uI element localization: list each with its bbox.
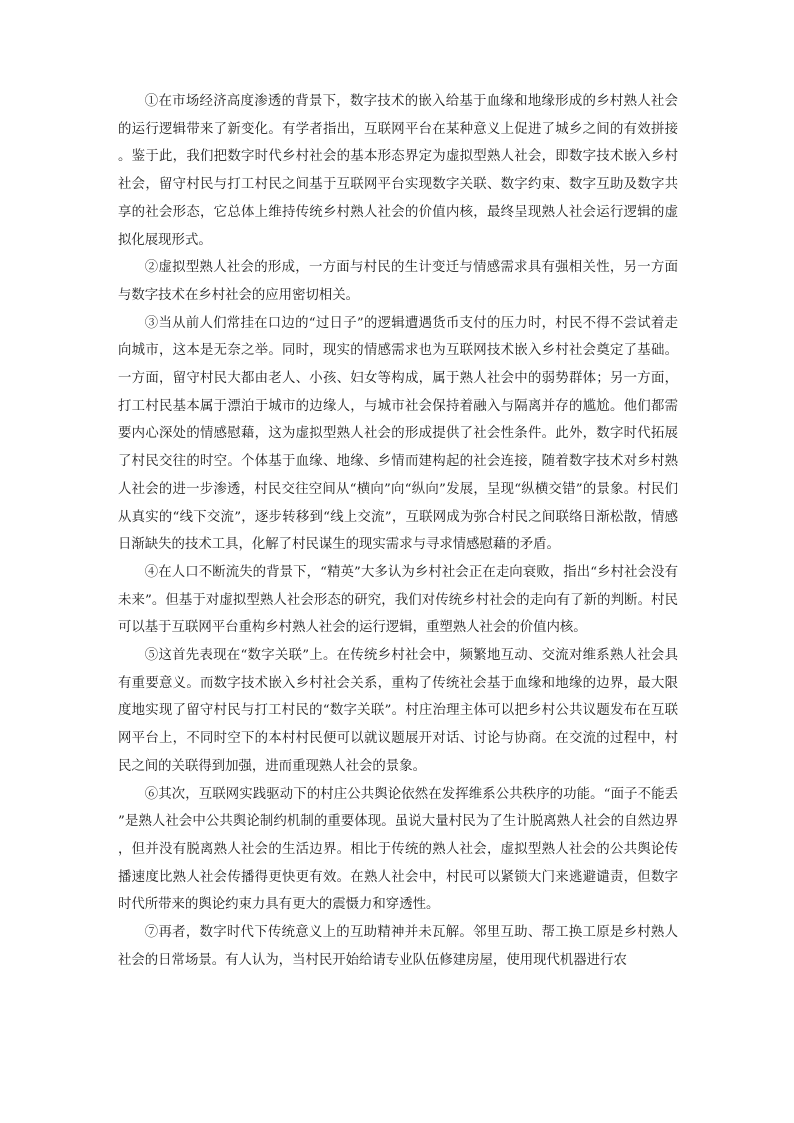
paragraph-5: ⑤这首先表现在“数字关联”上。在传统乡村社会中，频繁地互动、交流对维系熟人社会具有重要意义。而数字技术嵌入乡村社会关系，重构了传统社会基于血缘和地缘的边界，最大限度地实现了留守村民与打工村民的“数字关联”。村庄治理主体可以把乡村公共议题发布在互联网平台上，不同时空下的本村村民便可以就议题展开对话、讨论与协商。在交流的过程中，村民之间的关联得到加强，进而重现熟人社会的景象。 <box>118 648 678 774</box>
paragraph-3: ③当从前人们常挂在口边的“过日子”的逻辑遭遇货币支付的压力时，村民不得不尝试着走向城市，这本是无奈之举。同时，现实的情感需求也为互联网技术嵌入乡村社会奠定了基础。一方面，留守村民大都由老人、小孩、妇女等构成，属于熟人社会中的弱势群体；另一方面，打工村民基本属于漂泊于城市的边缘人，与城市社会保持着融入与隔离并存的尴尬。他们都需要内心深处的情感慰藉，这为虚拟型熟人社会的形成提供了社会性条件。此外，数字时代拓展了村民交往的时空。个体基于血缘、地缘、乡情而建构起的社会连接，随着数字技术对乡村熟人社会的进一步渗透，村民交往空间从“横向”向“纵向”发展，呈现“纵横交错”的景象。村民们从真实的“线下交流”，逐步转移到“线上交流”，互联网成为弥合村民之间联络日渐松散，情感日渐缺失的技术工具，化解了村民谋生的现实需求与寻求情感慰藉的矛盾。 <box>118 315 678 553</box>
paragraph-2: ②虚拟型熟人社会的形成，一方面与村民的生计变迁与情感需求具有强相关性，另一方面与数字技术在乡村社会的应用密切相关。 <box>118 260 678 303</box>
paragraph-1: ①在市场经济高度渗透的背景下，数字技术的嵌入给基于血缘和地缘形成的乡村熟人社会的运行逻辑带来了新变化。有学者指出，互联网平台在某种意义上促进了城乡之间的有效拼接。鉴于此，我们把数字时代乡村社会的基本形态界定为虚拟型熟人社会，即数字技术嵌入乡村社会，留守村民与打工村民之间基于互联网平台实现数字关联、数字约束、数字互助及数字共享的社会形态，它总体上维持传统乡村熟人社会的价值内核，最终呈现熟人社会运行逻辑的虚拟化展现形式。 <box>118 94 678 248</box>
paragraph-6: ⑥其次，互联网实践驱动下的村庄公共舆论依然在发挥维系公共秩序的功能。“面子不能丢”是熟人社会中公共舆论制约机制的重要体现。虽说大量村民为了生计脱离熟人社会的自然边界，但并没有脱离熟人社会的生活边界。相比于传统的熟人社会，虚拟型熟人社会的公共舆论传播速度比熟人社会传播得更快更有效。在熟人社会中，村民可以紧锁大门来逃避谴责，但数字时代所带来的舆论约束力具有更大的震慑力和穿透性。 <box>118 786 678 913</box>
paragraph-7: ⑦再者，数字时代下传统意义上的互助精神并未瓦解。邻里互助、帮工换工原是乡村熟人社会的日常场景。有人认为，当村民开始给请专业队伍修建房屋，使用现代机器进行农 <box>118 925 678 968</box>
document-page <box>118 88 678 975</box>
paragraph-4: ④在人口不断流失的背景下，“精英”大多认为乡村社会正在走向衰败，指出“乡村社会没有未来”。但基于对虚拟型熟人社会形态的研究，我们对传统乡村社会的走向有了新的判断。村民可以基于互联网平台重构乡村熟人社会的运行逻辑，重塑熟人社会的价值内核。 <box>118 564 678 636</box>
